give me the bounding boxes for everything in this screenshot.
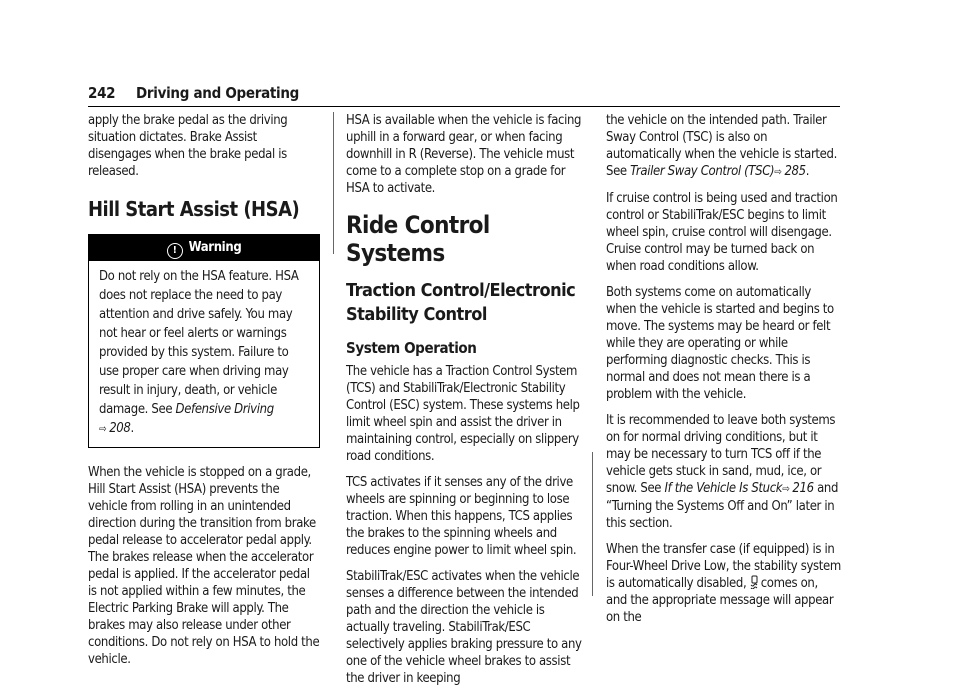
page-ref-arrow-icon: ⇨ [99, 424, 107, 435]
esc-off-icon [750, 575, 759, 589]
page-ref-arrow-icon: ⇨ [782, 484, 790, 495]
page-number: 242 [88, 84, 116, 102]
section-title: Driving and Operating [136, 84, 300, 102]
column-3 [606, 112, 842, 635]
column-divider-right [592, 452, 593, 596]
tsc-ref-link[interactable]: Trailer Sway Control (TSC) [630, 164, 775, 179]
column-2 [346, 112, 582, 696]
cruise-control-paragraph: If cruise control is being used and traction control or StabiliTrak/ESC begins to limit wheel spin, cruise control will disengage. Cruise control may be turned back on when road conditions allow. [606, 191, 838, 274]
recommended-paragraph: It is recommended to leave both systems on for normal driving conditions, but it may be necessary to turn TCS off if the vehicle gets stuck in sand, mud, ice, or snow. See If the Vehicle Is Stuck⇨ 216 and “Turning the Systems Off and On” later in this section. [606, 413, 839, 531]
intro-paragraph: apply the brake pedal as the driving situation dictates. Brake Assist disengages when the brake pedal is released. [88, 113, 288, 179]
tcs-esc-paragraph: The vehicle has a Traction Control System (TCS) and StabiliTrak/Electronic Stability Control (ESC) system. These systems help limit wheel spin and assist the driver in maintaining control, especially on slippery road conditions. [346, 364, 580, 464]
warning-header [89, 235, 319, 261]
stuck-ref-page[interactable]: 216 [792, 481, 814, 496]
hsa-available-paragraph: HSA is available when the vehicle is facing uphill in a forward gear, or when facing downhill in R (Reverse). The vehicle must come to a complete stop on a grade for HSA to activate. [346, 113, 582, 196]
tsc-paragraph: the vehicle on the intended path. Trailer Sway Control (TSC) is also on automatically when the vehicle is started. See Trailer Sway Control (TSC)⇨ 285. [606, 113, 837, 179]
warning-title: Warning [188, 240, 242, 255]
traction-control-heading: Traction Control/Electronic Stability Control [346, 280, 576, 325]
esc-activates-paragraph: StabiliTrak/ESC activates when the vehicle senses a difference between the intended path and the direction the vehicle is actually traveling. StabiliTrak/ESC selectively applies braking pressure to any one of the vehicle wheel brakes to assist the driver in keeping [346, 569, 582, 686]
warning-ref-link[interactable]: Defensive Driving [175, 402, 274, 417]
hsa-paragraph: When the vehicle is stopped on a grade, Hill Start Assist (HSA) prevents the vehicle from rolling in an unintended direction during the transition from brake pedal release to accelerator pedal apply. The brakes release when the accelerator pedal is applied. If the accelerator pedal is not applied within a few minutes, the Electric Parking Brake will apply. The brakes may also release under other conditions. Do not rely on HSA to hold the vehicle. [88, 465, 320, 667]
warning-body: Do not rely on the HSA feature. HSA does not replace the need to pay attention and drive safely. You may not hear or feel alerts or warnings provided by this system. Failure to use proper care when driving may result in injury, death, or vehicle damage. See Defensive Driving ⇨ 208. [99, 269, 299, 436]
stuck-ref-link[interactable]: If the Vehicle Is Stuck [664, 481, 783, 496]
warning-ref-page[interactable]: 208 [109, 421, 131, 436]
system-operation-heading: System Operation [346, 339, 477, 357]
column-1 [88, 112, 320, 677]
warning-icon: ! [167, 243, 183, 259]
warning-text: Do not rely on the HSA feature. HSA does not replace the need to pay attention and drive safely. You may not hear or feel alerts or warnings provided by this system. Failure to use proper care when driving may result in injury, death, or vehicle damage. See [99, 269, 299, 417]
hsa-heading: Hill Start Assist (HSA) [88, 197, 300, 221]
transfer-case-paragraph: When the transfer case (if equipped) is in Four-Wheel Drive Low, the stability system is automatically disabled, comes on, and the appropriate message will appear on the [606, 542, 841, 625]
column-divider-left [333, 112, 334, 254]
warning-box [88, 234, 320, 448]
page-ref-arrow-icon: ⇨ [774, 167, 782, 178]
tsc-ref-page[interactable]: 285 [784, 164, 806, 179]
page-header [88, 84, 840, 107]
ride-control-heading: Ride Control Systems [346, 211, 490, 267]
systems-on-paragraph: Both systems come on automatically when the vehicle is started and begins to move. The systems may be heard or felt while they are operating or while performing diagnostic checks. This is normal and does not mean there is a problem with the vehicle. [606, 285, 834, 402]
tcs-activates-paragraph: TCS activates if it senses any of the drive wheels are spinning or beginning to lose traction. When this happens, TCS applies the brakes to the spinning wheels and reduces engine power to limit wheel spin. [346, 475, 577, 558]
